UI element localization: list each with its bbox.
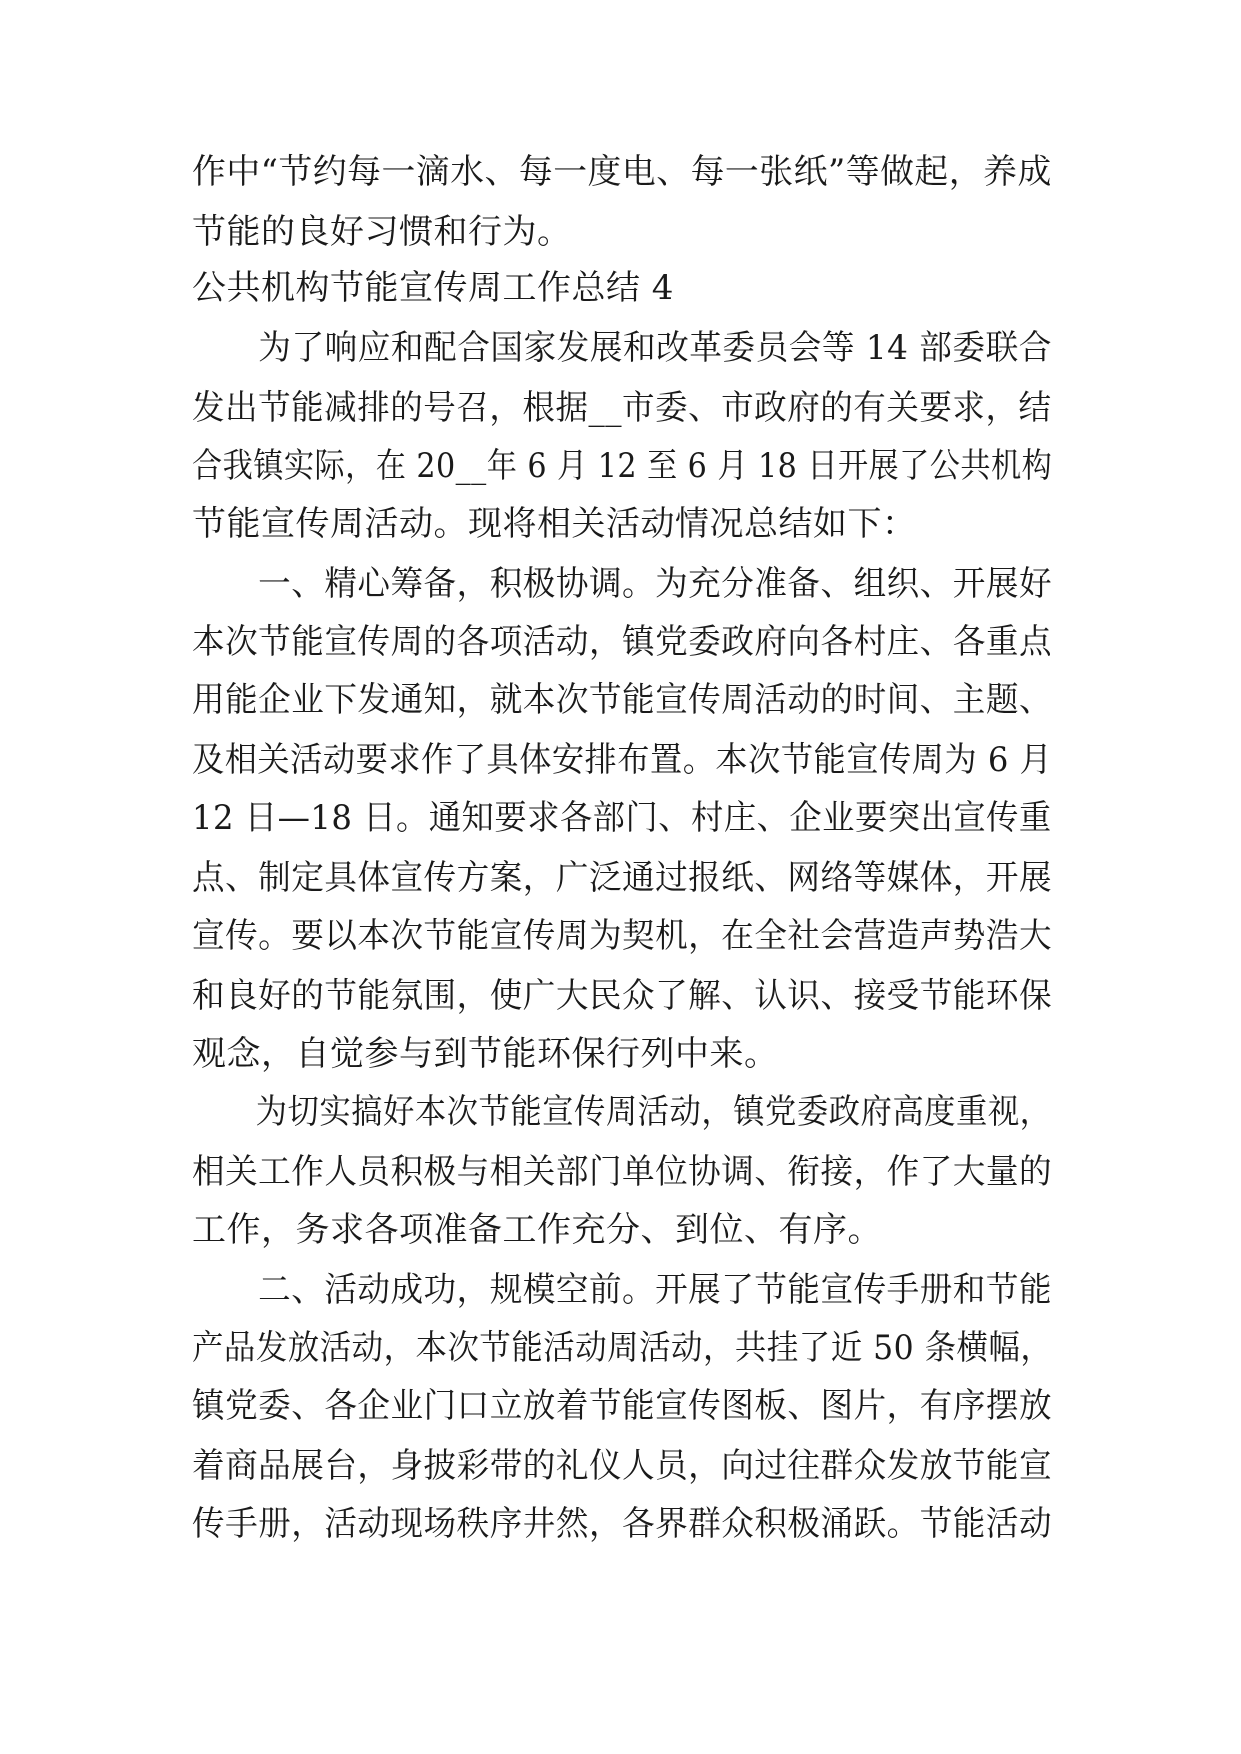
text-line: 节能的良好习惯和行为。	[192, 212, 572, 252]
text-line: 节能宣传周活动。现将相关活动情况总结如下：	[192, 504, 917, 544]
text-line: 为切实搞好本次节能宣传周活动，镇党委政府高度重视，	[192, 1092, 1052, 1132]
text-line: 二、活动成功，规模空前。开展了节能宣传手册和节能	[192, 1270, 1053, 1310]
text-line: 一、精心筹备，积极协调。为充分准备、组织、开展好	[192, 564, 1053, 604]
text-line: 发出节能减排的号召，根据__市委、市政府的有关要求，结	[192, 388, 1052, 428]
text-line: 镇党委、各企业门口立放着节能宣传图板、图片，有序摆放	[192, 1386, 1053, 1426]
section-heading: 公共机构节能宣传周工作总结 4	[192, 268, 674, 308]
text-line: 相关工作人员积极与相关部门单位协调、衔接，作了大量的	[192, 1152, 1053, 1192]
text-line: 和良好的节能氛围，使广大民众了解、认识、接受节能环保	[192, 976, 1053, 1016]
text-line: 用能企业下发通知，就本次节能宣传周活动的时间、主题、	[192, 680, 1053, 720]
text-line: 观念，自觉参与到节能环保行列中来。	[192, 1034, 779, 1074]
text-line: 产品发放活动，本次节能活动周活动，共挂了近 50 条横幅，	[192, 1328, 1053, 1368]
text-line: 12 日—18 日。通知要求各部门、村庄、企业要突出宣传重	[192, 798, 1052, 838]
text-line: 合我镇实际，在 20__年 6 月 12 至 6 月 18 日开展了公共机构	[192, 446, 1053, 486]
text-line: 点、制定具体宣传方案，广泛通过报纸、网络等媒体，开展	[192, 858, 1053, 898]
text-line: 及相关活动要求作了具体安排布置。本次节能宣传周为 6 月	[192, 740, 1053, 780]
text-line: 工作，务求各项准备工作充分、到位、有序。	[192, 1210, 882, 1250]
text-line: 着商品展台，身披彩带的礼仪人员，向过往群众发放节能宣	[192, 1446, 1053, 1486]
text-line: 为了响应和配合国家发展和改革委员会等 14 部委联合	[192, 328, 1052, 368]
text-line: 本次节能宣传周的各项活动，镇党委政府向各村庄、各重点	[192, 622, 1053, 662]
text-line: 传手册，活动现场秩序井然，各界群众积极涌跃。节能活动	[192, 1504, 1053, 1544]
text-line: 宣传。要以本次节能宣传周为契机，在全社会营造声势浩大	[192, 916, 1053, 956]
text-line: 作中“节约每一滴水、每一度电、每一张纸”等做起，养成	[192, 152, 1052, 192]
